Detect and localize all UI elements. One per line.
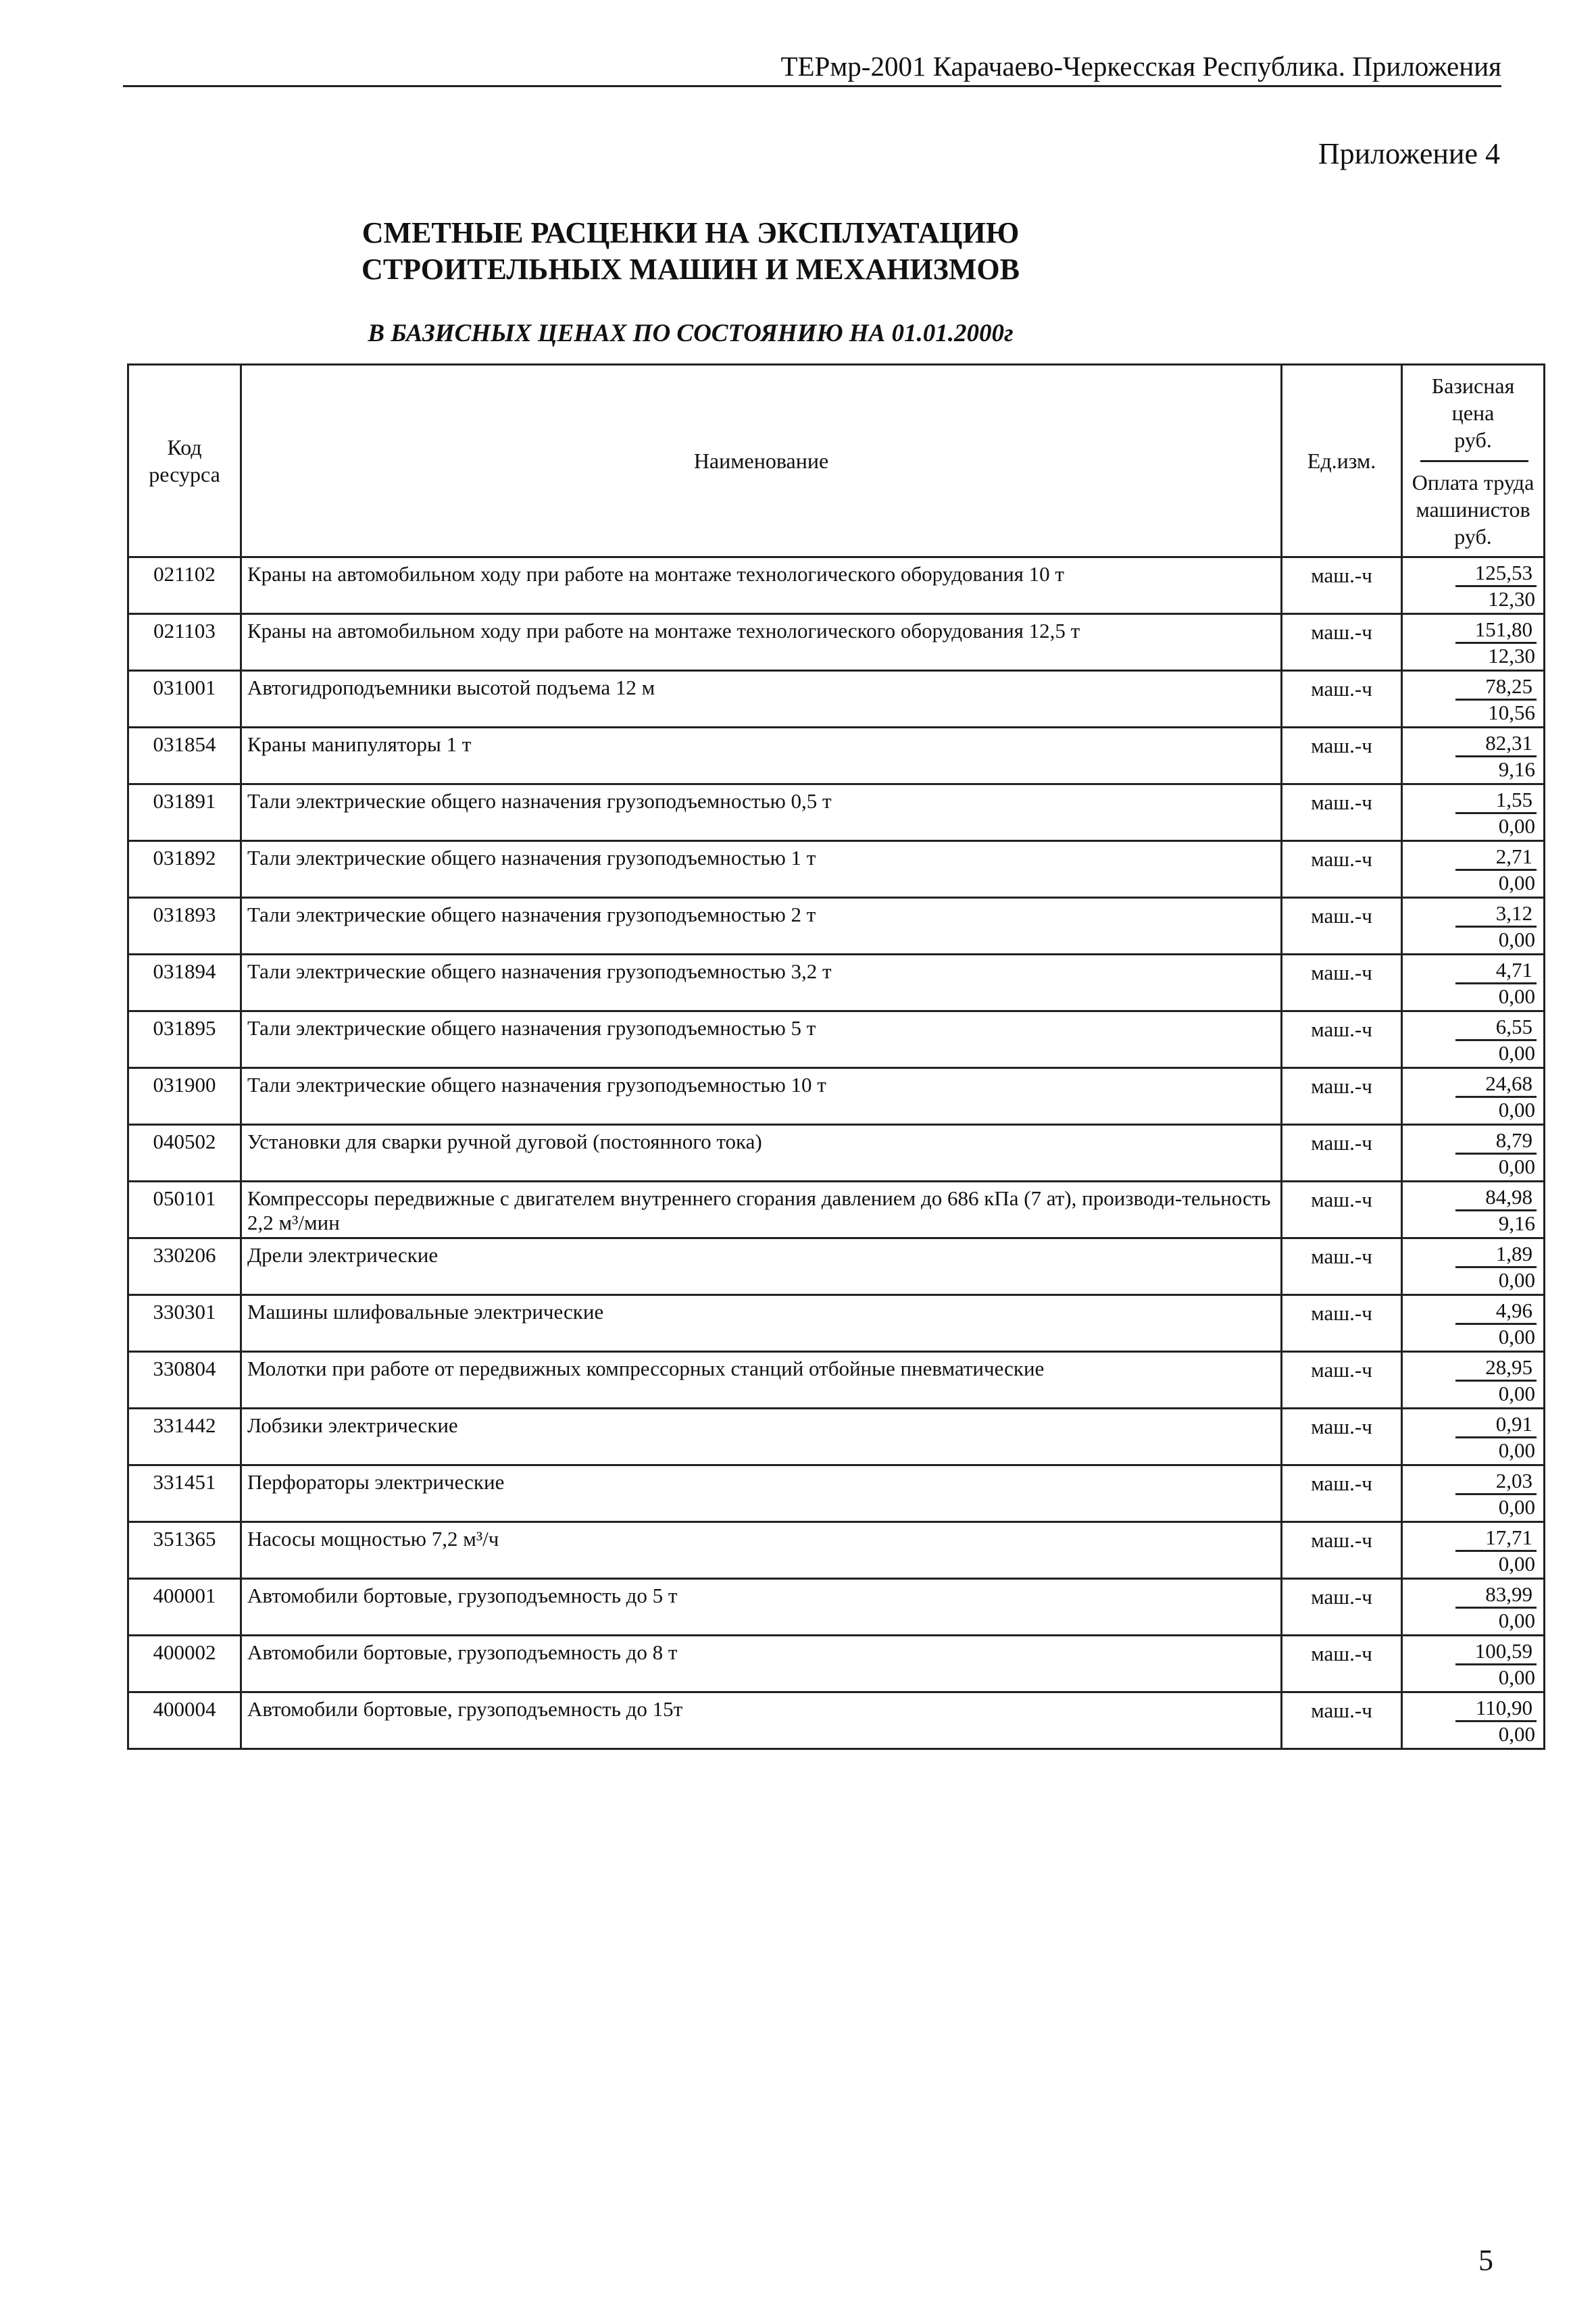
appendix-label: Приложение 4 (1318, 137, 1500, 170)
operator-pay: 0,00 (1498, 1382, 1535, 1405)
header-price-line-2: цена (1451, 400, 1495, 425)
resource-unit: маш.-ч (1282, 1068, 1402, 1125)
resource-code: 330206 (128, 1238, 241, 1295)
base-price: 1,55 (1455, 788, 1537, 814)
base-price: 24,68 (1455, 1072, 1537, 1098)
operator-pay: 0,00 (1498, 1438, 1535, 1462)
resource-name: Лобзики электрические (241, 1409, 1282, 1465)
header-pay-line-3: руб. (1454, 524, 1492, 549)
running-header: ТЕРмр-2001 Карачаево-Черкесская Республика. Приложения (780, 51, 1501, 82)
operator-pay: 0,00 (1498, 1268, 1535, 1292)
header-code-line-1: Код (167, 435, 202, 459)
header-code-line-2: ресурса (149, 462, 220, 486)
price-cell (1402, 1295, 1545, 1352)
base-price: 82,31 (1455, 731, 1537, 757)
resource-unit: маш.-ч (1282, 1465, 1402, 1522)
resource-name: Компрессоры передвижные с двигателем внутреннего сгорания давлением до 686 кПа (7 ат), производи-тельность 2,2 м³/мин (241, 1182, 1282, 1238)
base-price: 8,79 (1455, 1128, 1537, 1155)
resource-code: 330804 (128, 1352, 241, 1409)
operator-pay: 0,00 (1498, 984, 1535, 1008)
table-row (128, 841, 1545, 898)
resource-code: 021102 (128, 557, 241, 614)
resource-name: Автомобили бортовые, грузоподъемность до 8 т (241, 1636, 1282, 1692)
resource-name: Тали электрические общего назначения грузоподъемностью 2 т (241, 898, 1282, 955)
resource-code: 031895 (128, 1011, 241, 1068)
price-cell (1402, 1579, 1545, 1636)
base-price: 110,90 (1455, 1696, 1537, 1722)
header-price-line-1: Базисная (1431, 373, 1515, 398)
price-cell (1402, 1011, 1545, 1068)
price-cell (1402, 955, 1545, 1011)
resource-unit: маш.-ч (1282, 728, 1402, 784)
base-price: 78,25 (1455, 674, 1537, 701)
table-row (128, 1068, 1545, 1125)
resource-unit: маш.-ч (1282, 671, 1402, 728)
price-cell (1402, 728, 1545, 784)
resource-code: 031892 (128, 841, 241, 898)
table-row (128, 1238, 1545, 1295)
operator-pay: 0,00 (1498, 1098, 1535, 1122)
resource-unit: маш.-ч (1282, 1182, 1402, 1238)
resource-name: Установки для сварки ручной дуговой (постоянного тока) (241, 1125, 1282, 1182)
resource-code: 031854 (128, 728, 241, 784)
operator-pay: 0,00 (1498, 1722, 1535, 1746)
resource-unit: маш.-ч (1282, 841, 1402, 898)
header-price (1402, 365, 1545, 557)
table-row (128, 614, 1545, 671)
price-cell (1402, 841, 1545, 898)
price-cell (1402, 1068, 1545, 1125)
operator-pay: 10,56 (1488, 701, 1535, 724)
resource-unit: маш.-ч (1282, 898, 1402, 955)
resource-code: 331451 (128, 1465, 241, 1522)
header-rule (123, 85, 1501, 87)
base-price: 6,55 (1455, 1015, 1537, 1041)
table-row (128, 1636, 1545, 1692)
resource-name: Тали электрические общего назначения грузоподъемностью 5 т (241, 1011, 1282, 1068)
resource-unit: маш.-ч (1282, 784, 1402, 841)
resource-unit: маш.-ч (1282, 1011, 1402, 1068)
operator-pay: 0,00 (1498, 928, 1535, 951)
resource-unit: маш.-ч (1282, 1238, 1402, 1295)
price-cell (1402, 1125, 1545, 1182)
resource-name: Краны манипуляторы 1 т (241, 728, 1282, 784)
resource-name: Машины шлифовальные электрические (241, 1295, 1282, 1352)
resource-unit: маш.-ч (1282, 1125, 1402, 1182)
resource-unit: маш.-ч (1282, 557, 1402, 614)
header-code (128, 365, 241, 557)
table-row (128, 1465, 1545, 1522)
resource-unit: маш.-ч (1282, 1352, 1402, 1409)
header-unit: Ед.изм. (1282, 365, 1402, 557)
resource-name: Тали электрические общего назначения грузоподъемностью 1 т (241, 841, 1282, 898)
resource-unit: маш.-ч (1282, 1522, 1402, 1579)
base-price: 17,71 (1455, 1526, 1537, 1552)
resource-code: 400002 (128, 1636, 241, 1692)
header-pay-line-1: Оплата труда (1412, 470, 1535, 495)
price-cell (1402, 898, 1545, 955)
base-price: 0,91 (1455, 1412, 1537, 1438)
price-cell (1402, 784, 1545, 841)
resource-name: Краны на автомобильном ходу при работе на монтаже технологического оборудования 12,5 т (241, 614, 1282, 671)
operator-pay: 12,30 (1488, 644, 1535, 668)
table-row (128, 1522, 1545, 1579)
operator-pay: 0,00 (1498, 1041, 1535, 1065)
header-price-line-3: руб. (1454, 427, 1492, 452)
resource-unit: маш.-ч (1282, 1409, 1402, 1465)
resource-name: Дрели электрические (241, 1238, 1282, 1295)
base-price: 100,59 (1455, 1639, 1537, 1665)
operator-pay: 0,00 (1498, 1665, 1535, 1689)
page-number: 5 (1478, 2244, 1493, 2277)
resource-code: 400004 (128, 1692, 241, 1749)
operator-pay: 9,16 (1498, 1211, 1535, 1235)
rates-table (127, 363, 1545, 1750)
price-cell (1402, 1182, 1545, 1238)
rates-table-body (128, 557, 1545, 1749)
resource-code: 031894 (128, 955, 241, 1011)
base-price: 2,03 (1455, 1469, 1537, 1495)
resource-name: Тали электрические общего назначения грузоподъемностью 10 т (241, 1068, 1282, 1125)
table-row (128, 557, 1545, 614)
base-price: 125,53 (1455, 561, 1537, 587)
resource-code: 040502 (128, 1125, 241, 1182)
resource-name: Тали электрические общего назначения грузоподъемностью 0,5 т (241, 784, 1282, 841)
price-cell (1402, 557, 1545, 614)
table-row (128, 671, 1545, 728)
table-row (128, 1011, 1545, 1068)
header-base-price (1403, 370, 1543, 460)
resource-code: 400001 (128, 1579, 241, 1636)
base-price: 28,95 (1455, 1355, 1537, 1382)
operator-pay: 0,00 (1498, 1495, 1535, 1519)
resource-unit: маш.-ч (1282, 614, 1402, 671)
resource-code: 031900 (128, 1068, 241, 1125)
resource-name: Перфораторы электрические (241, 1465, 1282, 1522)
table-row (128, 1295, 1545, 1352)
resource-name: Краны на автомобильном ходу при работе на монтаже технологического оборудования 10 т (241, 557, 1282, 614)
base-price: 151,80 (1455, 618, 1537, 644)
base-price: 4,96 (1455, 1299, 1537, 1325)
resource-code: 021103 (128, 614, 241, 671)
resource-name: Насосы мощностью 7,2 м³/ч (241, 1522, 1282, 1579)
base-price: 1,89 (1455, 1242, 1537, 1268)
table-row (128, 1579, 1545, 1636)
resource-unit: маш.-ч (1282, 1692, 1402, 1749)
resource-unit: маш.-ч (1282, 1295, 1402, 1352)
base-price: 84,98 (1455, 1185, 1537, 1211)
header-pay-line-2: машинистов (1416, 497, 1530, 522)
operator-pay: 0,00 (1498, 1325, 1535, 1349)
operator-pay: 0,00 (1498, 871, 1535, 895)
operator-pay: 0,00 (1498, 1155, 1535, 1178)
table-row (128, 784, 1545, 841)
table-row (128, 1182, 1545, 1238)
resource-name: Автомобили бортовые, грузоподъемность до 15т (241, 1692, 1282, 1749)
price-cell (1402, 1352, 1545, 1409)
base-price: 4,71 (1455, 958, 1537, 984)
operator-pay: 0,00 (1498, 1609, 1535, 1632)
document-title (123, 215, 1258, 288)
header-operator-pay (1403, 462, 1543, 553)
resource-name: Автомобили бортовые, грузоподъемность до 5 т (241, 1579, 1282, 1636)
price-cell (1402, 1636, 1545, 1692)
table-row (128, 1692, 1545, 1749)
table-header-row (128, 365, 1545, 557)
title-line-2: СТРОИТЕЛЬНЫХ МАШИН И МЕХАНИЗМОВ (361, 253, 1020, 286)
header-name: Наименование (241, 365, 1282, 557)
operator-pay: 9,16 (1498, 757, 1535, 781)
document-subtitle: В БАЗИСНЫХ ЦЕНАХ ПО СОСТОЯНИЮ НА 01.01.2000г (368, 320, 1014, 347)
resource-unit: маш.-ч (1282, 1579, 1402, 1636)
resource-code: 330301 (128, 1295, 241, 1352)
resource-name: Молотки при работе от передвижных компрессорных станций отбойные пневматические (241, 1352, 1282, 1409)
table-row (128, 1352, 1545, 1409)
resource-unit: маш.-ч (1282, 955, 1402, 1011)
title-line-1: СМЕТНЫЕ РАСЦЕНКИ НА ЭКСПЛУАТАЦИЮ (361, 216, 1020, 249)
resource-code: 050101 (128, 1182, 241, 1238)
base-price: 3,12 (1455, 901, 1537, 928)
price-cell (1402, 1522, 1545, 1579)
table-row (128, 728, 1545, 784)
base-price: 83,99 (1455, 1582, 1537, 1609)
resource-name: Тали электрические общего назначения грузоподъемностью 3,2 т (241, 955, 1282, 1011)
price-cell (1402, 1692, 1545, 1749)
price-cell (1402, 1465, 1545, 1522)
table-row (128, 1409, 1545, 1465)
price-cell (1402, 614, 1545, 671)
resource-code: 351365 (128, 1522, 241, 1579)
base-price: 2,71 (1455, 845, 1537, 871)
table-row (128, 955, 1545, 1011)
resource-code: 331442 (128, 1409, 241, 1465)
resource-unit: маш.-ч (1282, 1636, 1402, 1692)
operator-pay: 0,00 (1498, 814, 1535, 838)
operator-pay: 12,30 (1488, 587, 1535, 611)
price-cell (1402, 1409, 1545, 1465)
table-row (128, 1125, 1545, 1182)
table-row (128, 898, 1545, 955)
resource-code: 031891 (128, 784, 241, 841)
price-cell (1402, 1238, 1545, 1295)
resource-code: 031001 (128, 671, 241, 728)
resource-code: 031893 (128, 898, 241, 955)
resource-name: Автогидроподъемники высотой подъема 12 м (241, 671, 1282, 728)
price-cell (1402, 671, 1545, 728)
operator-pay: 0,00 (1498, 1552, 1535, 1576)
